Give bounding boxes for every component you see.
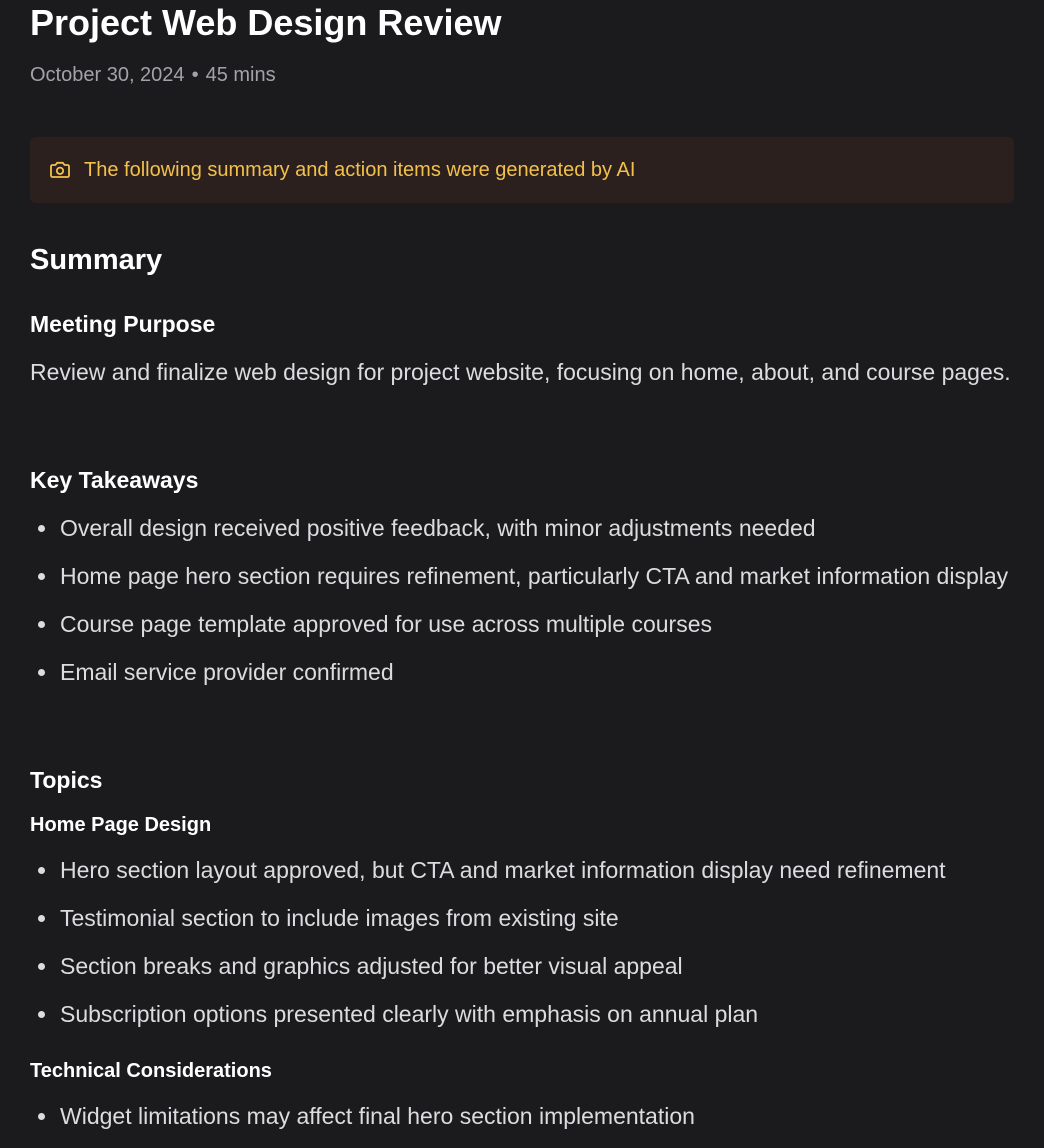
ai-notice-text: The following summary and action items were generated by AI <box>84 158 636 181</box>
list-item: Section breaks and graphics adjusted for better visual appeal <box>30 948 1014 984</box>
meeting-meta <box>30 62 276 88</box>
key-takeaways-heading: Key Takeaways <box>30 467 199 493</box>
meeting-date: October 30, 2024 <box>30 64 185 86</box>
list-item: Subscription options presented clearly with emphasis on annual plan <box>30 996 1014 1032</box>
ai-generated-notice <box>30 137 1014 203</box>
home-page-design-list <box>30 852 1014 1044</box>
list-item: Overall design received positive feedback, with minor adjustments needed <box>30 510 1014 546</box>
camera-icon <box>49 160 71 180</box>
meeting-purpose-heading: Meeting Purpose <box>30 311 216 337</box>
page-title: Project Web Design Review <box>30 2 502 43</box>
topic-technical-considerations-heading: Technical Considerations <box>30 1060 272 1082</box>
meeting-purpose-text: Review and finalize web design for project website, focusing on home, about, and course pages. <box>30 359 1011 385</box>
technical-considerations-list <box>30 1098 1014 1146</box>
topics-heading: Topics <box>30 767 103 793</box>
list-item: Home page hero section requires refinement, particularly CTA and market information display <box>30 558 1014 594</box>
list-item: Email service provider confirmed <box>30 654 1014 690</box>
list-item: Hero section layout approved, but CTA and market information display need refinement <box>30 852 1014 888</box>
list-item: Course page template approved for use across multiple courses <box>30 606 1014 642</box>
key-takeaways-list <box>30 510 1014 702</box>
list-item: Widget limitations may affect final hero section implementation <box>30 1098 1014 1134</box>
meta-separator: • <box>191 64 199 86</box>
list-item: Testimonial section to include images from existing site <box>30 900 1014 936</box>
summary-heading: Summary <box>30 244 163 276</box>
topic-home-page-design-heading: Home Page Design <box>30 814 212 836</box>
meeting-duration: 45 mins <box>205 64 276 86</box>
